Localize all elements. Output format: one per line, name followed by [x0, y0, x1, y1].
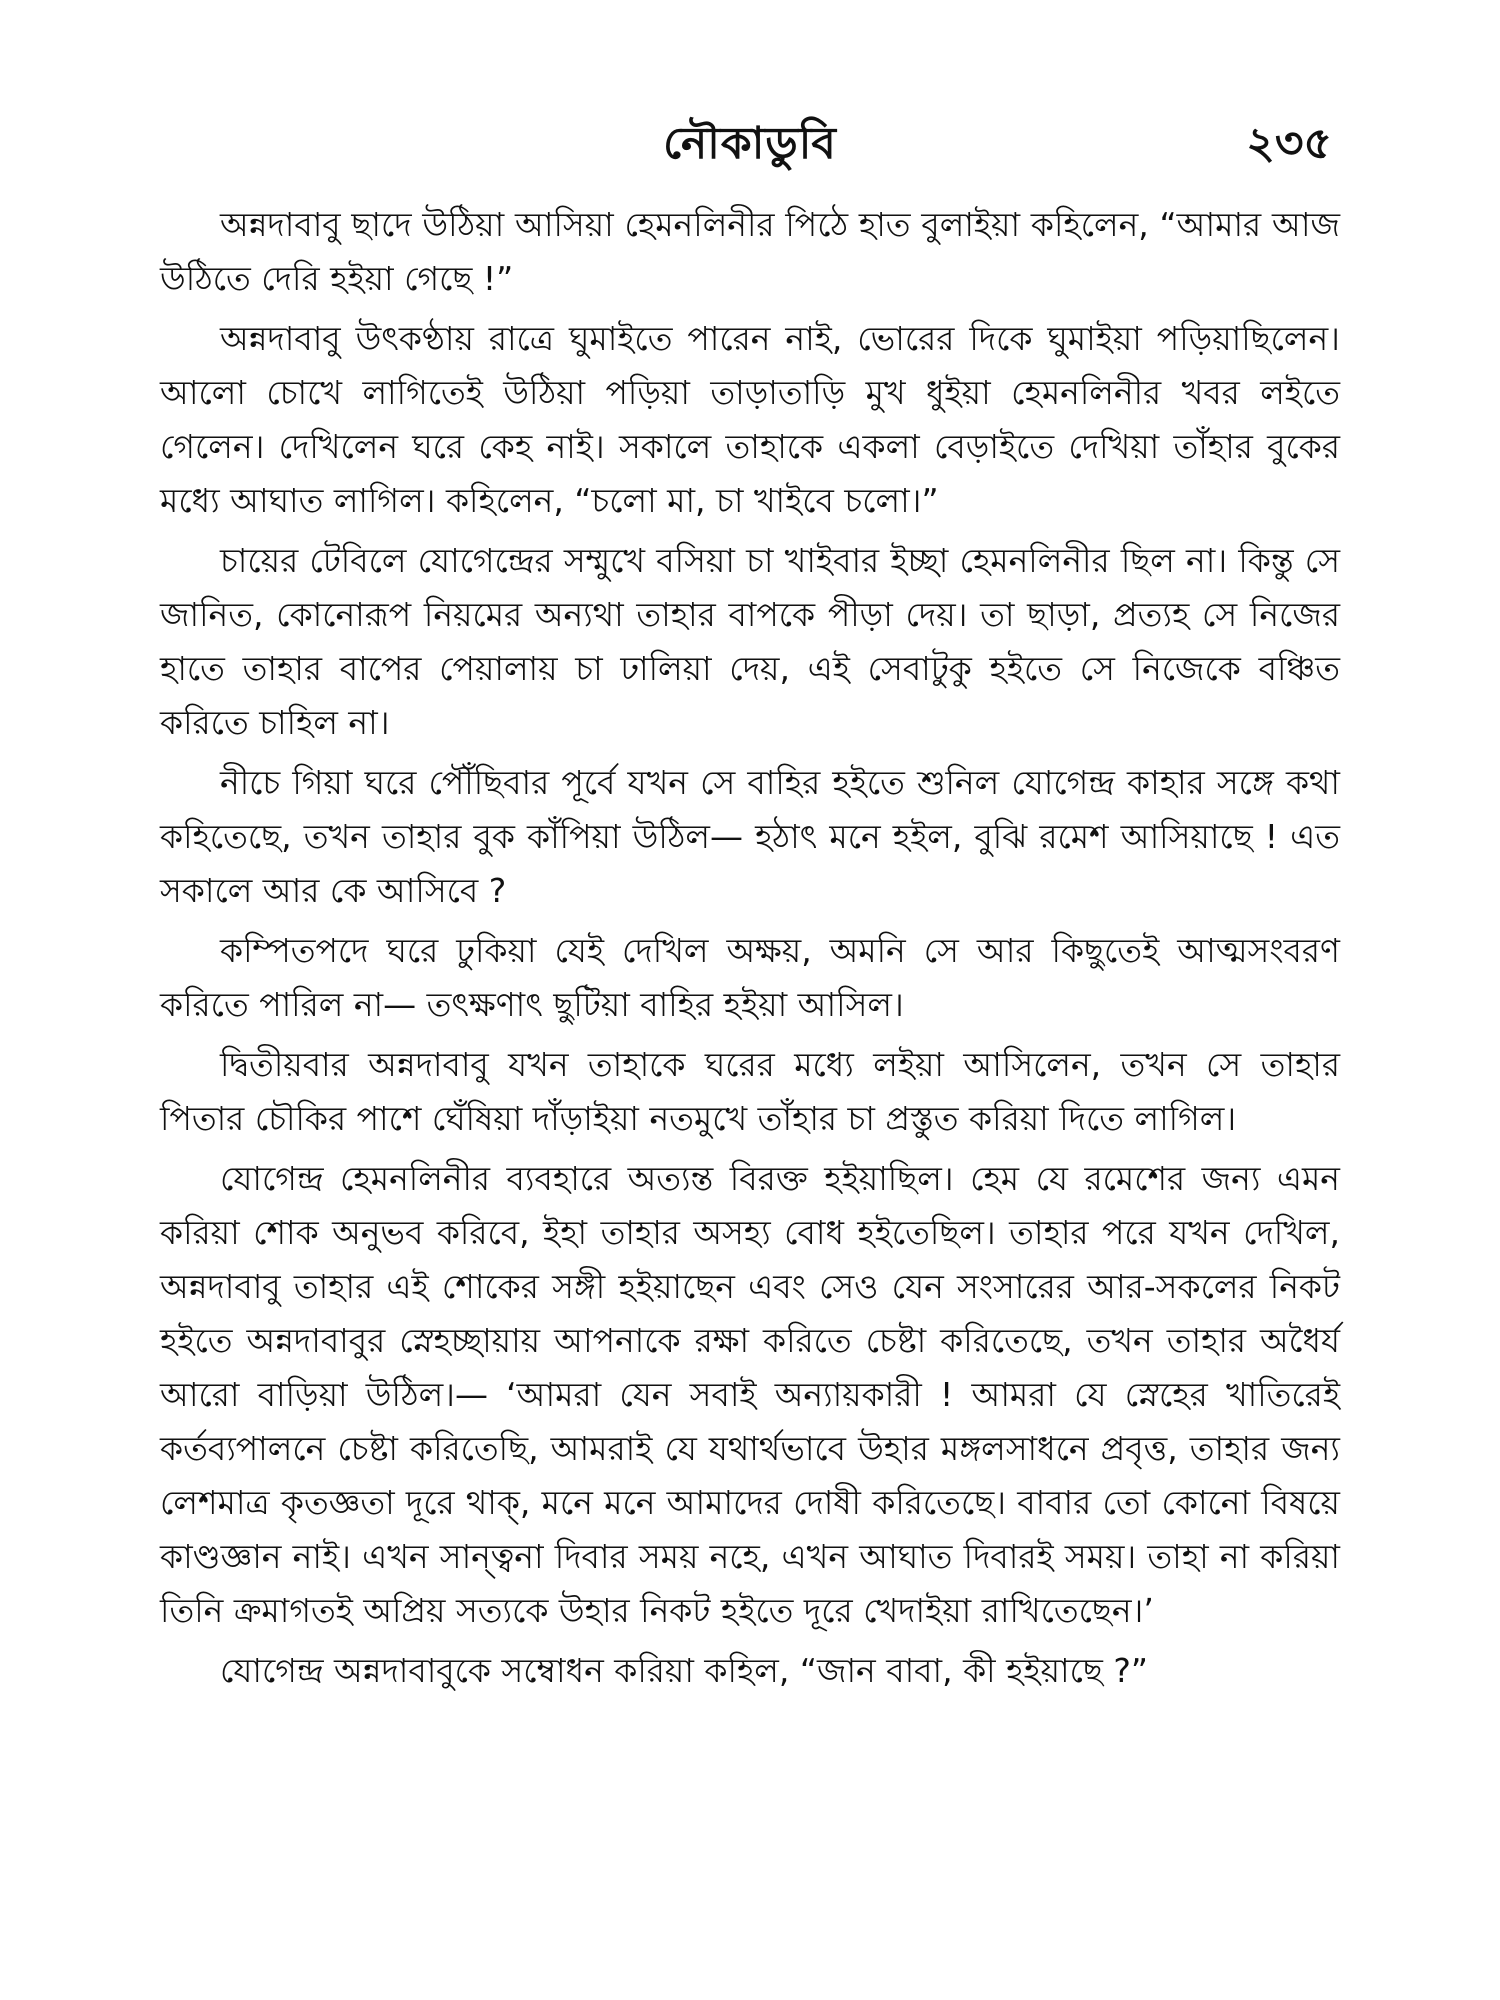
paragraph-3: চায়ের টেবিলে যোগেন্দ্রের সম্মুখে বসিয়া চা খাইবার ইচ্ছা হেমনলিনীর ছিল না। কিন্তু সে জানিত, কোনোরূপ নিয়মের অন্যথা তাহার বাপকে পীড়া দেয়। তা ছাড়া, প্রত্যহ সে নিজের হাতে তাহার বাপের পেয়ালায় চা ঢালিয়া দেয়, এই সেবাটুকু হইতে সে নিজেকে বঞ্চিত করিতে চাহিল না।	[160, 541, 1340, 742]
paragraph-2: অন্নদাবাবু উৎকণ্ঠায় রাত্রে ঘুমাইতে পারেন নাই, ভোরের দিকে ঘুমাইয়া পড়িয়াছিলেন। আলো চোখে লাগিতেই উঠিয়া পড়িয়া তাড়াতাড়ি মুখ ধুইয়া হেমনলিনীর খবর লইতে গেলেন। দেখিলেন ঘরে কেহ নাই। সকালে তাহাকে একলা বেড়াইতে দেখিয়া তাঁহার বুকের মধ্যে আঘাত লাগিল। কহিলেন, “চলো মা, চা খাইবে চলো।”	[160, 319, 1340, 520]
paragraph-5: কম্পিতপদে ঘরে ঢুকিয়া যেই দেখিল অক্ষয়, অমনি সে আর কিছুতেই আত্মসংবরণ করিতে পারিল না— তৎক্ষণাৎ ছুটিয়া বাহির হইয়া আসিল।	[160, 931, 1340, 1024]
paragraph-4: নীচে গিয়া ঘরে পৌঁছিবার পূর্বে যখন সে বাহির হইতে শুনিল যোগেন্দ্র কাহার সঙ্গে কথা কহিতেছে, তখন তাহার বুক কাঁপিয়া উঠিল— হঠাৎ মনে হইল, বুঝি রমেশ আসিয়াছে ! এত সকালে আর কে আসিবে ?	[160, 763, 1340, 910]
page-header	[160, 100, 1340, 190]
paragraph-7: যোগেন্দ্র হেমনলিনীর ব্যবহারে অত্যন্ত বিরক্ত হইয়াছিল। হেম যে রমেশের জন্য এমন করিয়া শোক অনুভব করিবে, ইহা তাহার অসহ্য বোধ হইতেছিল। তাহার পরে যখন দেখিল, অন্নদাবাবু তাহার এই শোকের সঙ্গী হইয়াছেন এবং সেও যেন সংসারের আর-সকলের নিকট হইতে অন্নদাবাবুর স্নেহচ্ছায়ায় আপনাকে রক্ষা করিতে চেষ্টা করিতেছে, তখন তাহার অধৈর্য আরো বাড়িয়া উঠিল।— ‘আমরা যেন সবাই অন্যায়কারী ! আমরা যে স্নেহের খাতিরেই কর্তব্যপালনে চেষ্টা করিতেছি, আমরাই যে যথার্থভাবে উহার মঙ্গলসাধনে প্রবৃত্ত, তাহার জন্য লেশমাত্র কৃতজ্ঞতা দূরে থাক্‌, মনে মনে আমাদের দোষী করিতেছে। বাবার তো কোনো বিষয়ে কাণ্ডজ্ঞান নাই। এখন সান্ত্বনা দিবার সময় নহে, এখন আঘাত দিবারই সময়। তাহা না করিয়া তিনি ক্রমাগতই অপ্রিয় সত্যকে উহার নিকট হইতে দূরে খেদাইয়া রাখিতেছেন।’	[160, 1159, 1340, 1630]
running-title: নৌকাডুবি	[663, 118, 837, 169]
paragraph-8: যোগেন্দ্র অন্নদাবাবুকে সম্বোধন করিয়া কহিল, “জান বাবা, কী হইয়াছে ?”	[220, 1651, 1148, 1690]
paragraph-1: অন্নদাবাবু ছাদে উঠিয়া আসিয়া হেমনলিনীর পিঠে হাত বুলাইয়া কহিলেন, “আমার আজ উঠিতে দেরি হইয়া গেছে !”	[160, 205, 1340, 298]
book-page	[160, 100, 1340, 1960]
body-text	[160, 198, 1340, 1698]
paragraph-6: দ্বিতীয়বার অন্নদাবাবু যখন তাহাকে ঘরের মধ্যে লইয়া আসিলেন, তখন সে তাহার পিতার চৌকির পাশে ঘেঁষিয়া দাঁড়াইয়া নতমুখে তাঁহার চা প্রস্তুত করিয়া দিতে লাগিল।	[160, 1045, 1340, 1138]
page-number: ২৩৫	[1246, 118, 1332, 169]
